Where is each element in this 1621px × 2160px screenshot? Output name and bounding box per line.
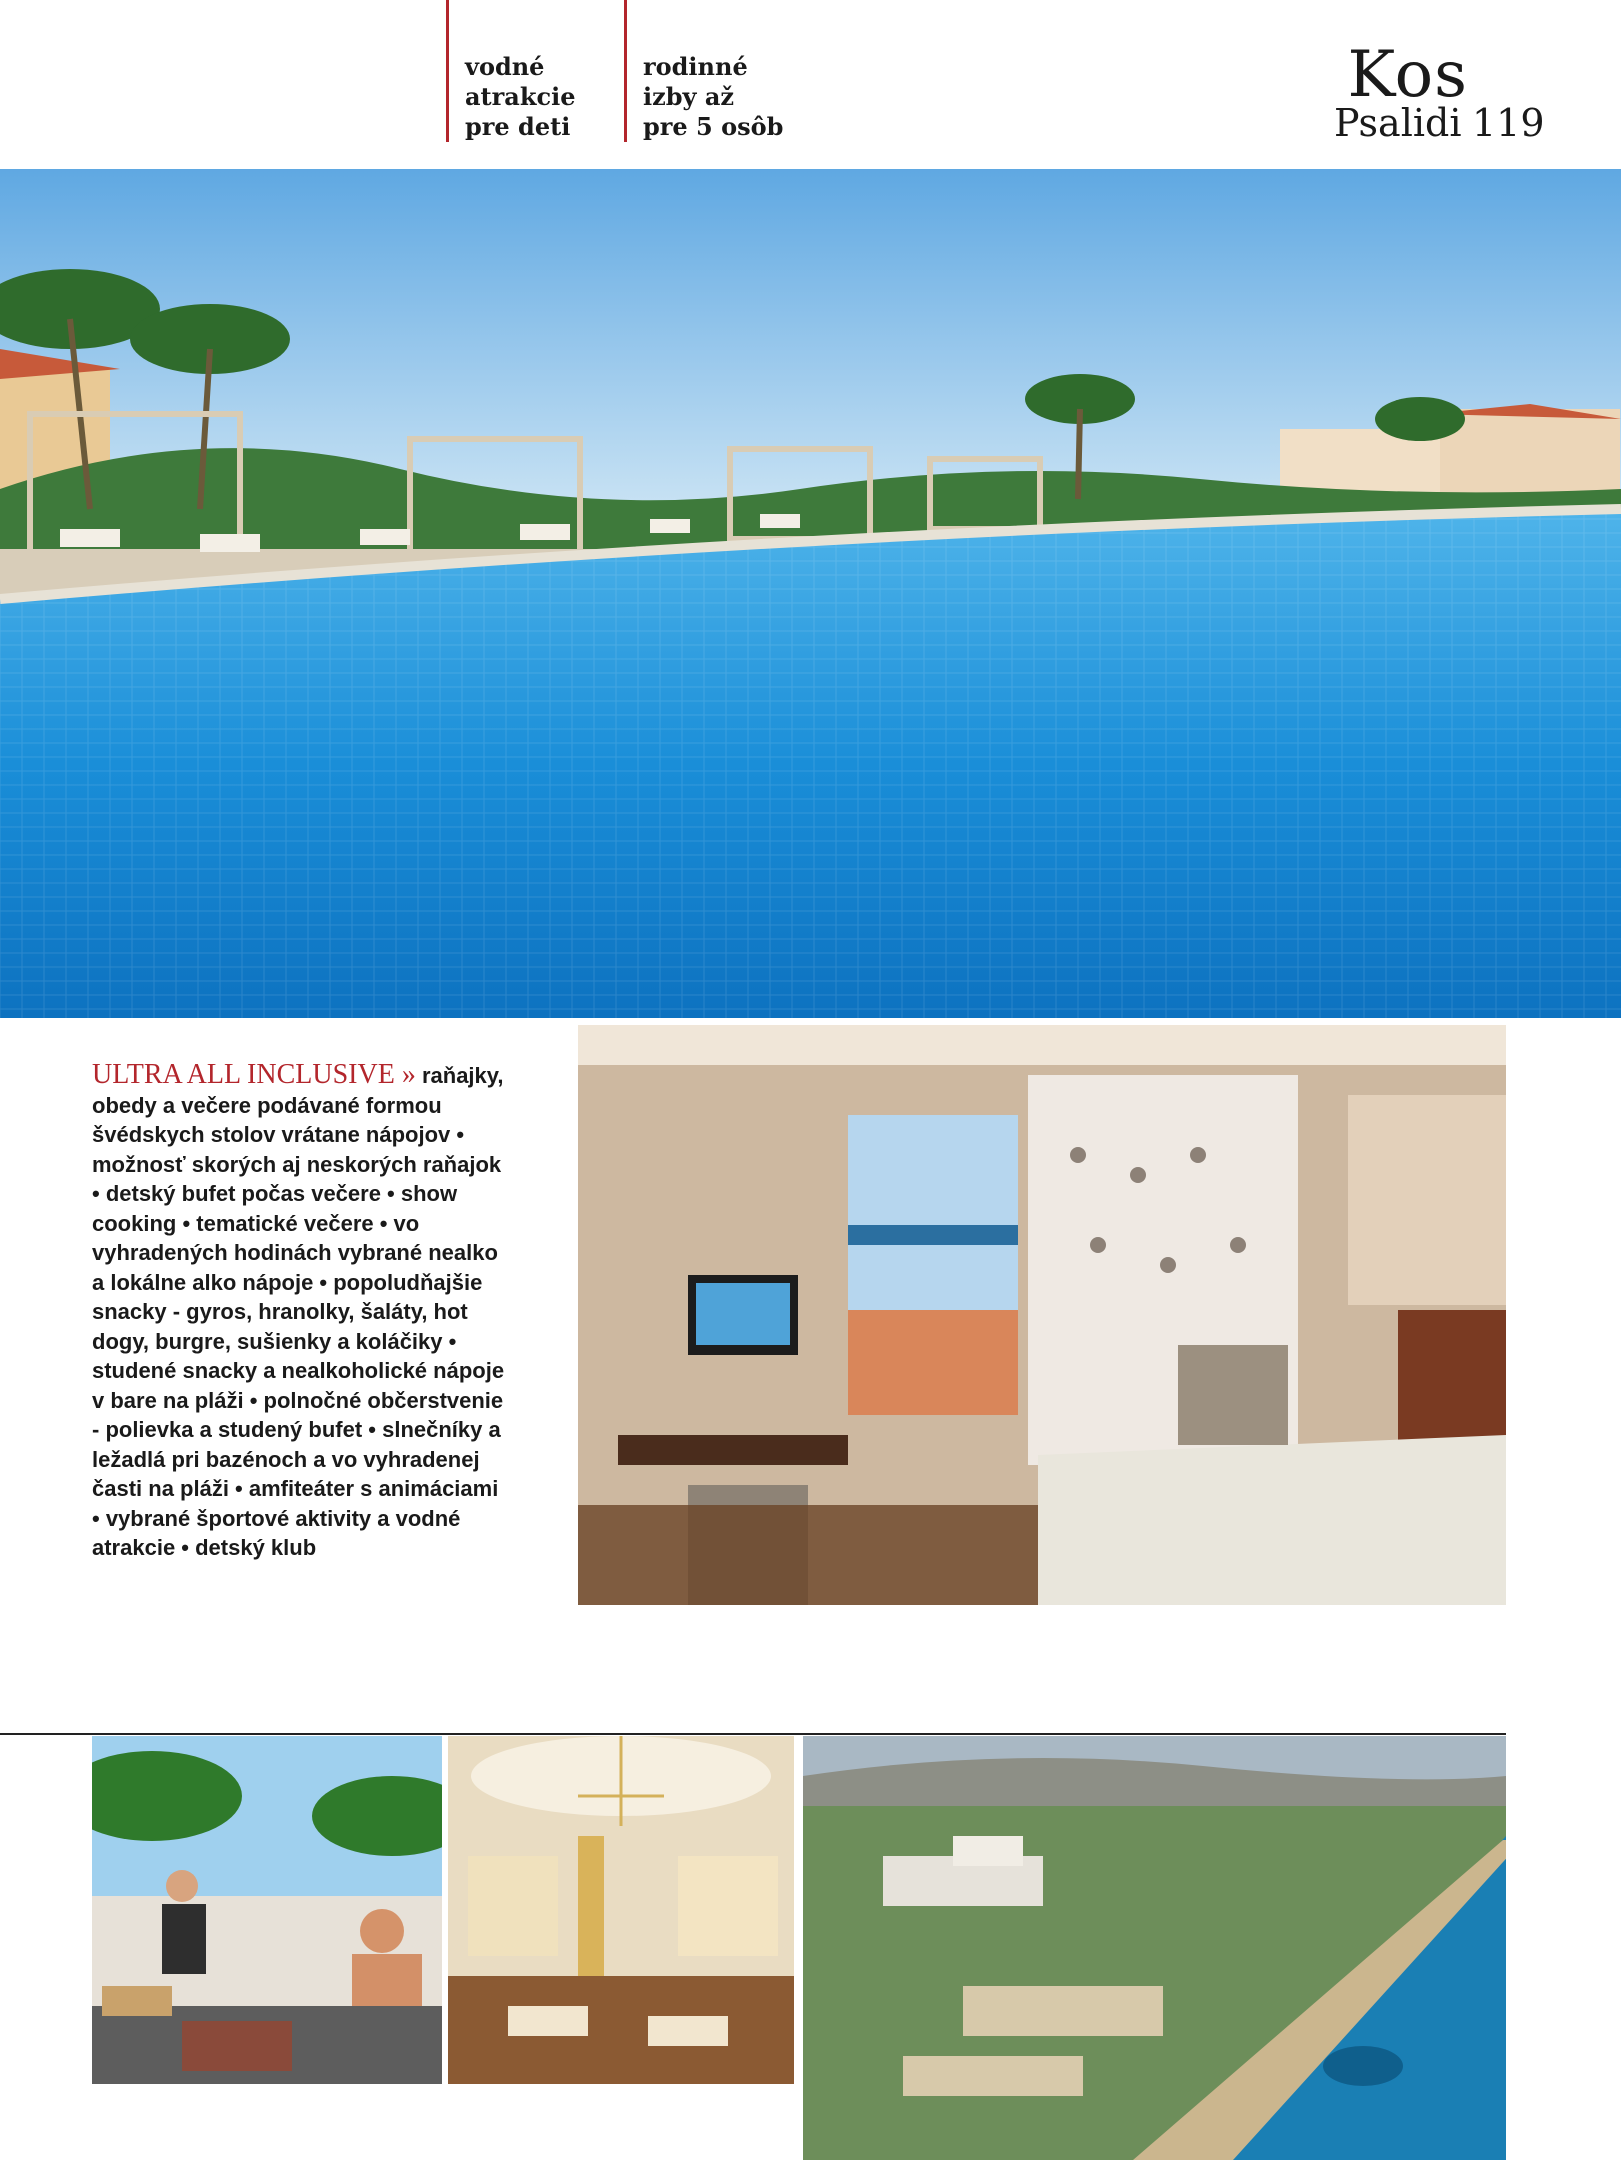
hero-pool-photo — [0, 169, 1621, 1018]
feature-family-rooms — [624, 0, 824, 142]
description-lead: ULTRA ALL INCLUSIVE » — [92, 1059, 416, 1090]
feature-kids-water — [446, 0, 626, 142]
lobby-photo — [448, 1736, 794, 2084]
aerial-coast-photo — [803, 1736, 1506, 2160]
resort-name: Psalidi — [1334, 101, 1462, 145]
buffet-photo — [92, 1736, 442, 2084]
description-text — [92, 1060, 512, 1563]
feature-line: pre deti — [465, 112, 571, 141]
hotel-room-photo — [578, 1025, 1506, 1605]
destination-title: Kos — [1347, 38, 1468, 112]
page-number: 119 — [1472, 101, 1545, 145]
feature-line: atrakcie — [465, 82, 576, 111]
feature-line: izby až — [643, 82, 735, 111]
feature-line: pre 5 osôb — [643, 112, 784, 141]
divider — [0, 1733, 1506, 1735]
description-body: raňajky, obedy a večere podávané formou švédskych stolov vrátane nápojov • možnosť skorých aj neskorých raňajok • detský bufet počas večere • show cooking • tematické večere • vo vyhradených hodinách vybrané nealko a lokálne alko nápoje • popoludňajšie snacky - gyros, hranolky, šaláty, hot dogy, burgre, sušienky a koláčiky • studené snacky a nealkoholické nápoje v bare na pláži • polnočné občerstvenie - polievka a studený bufet • slnečníky a ležadlá pri bazénoch a vo vyhradenej časti na pláži • amfiteáter s animáciami • vybrané športové aktivity a vodné atrakcie • detský klub — [92, 1063, 505, 1560]
feature-line: vodné — [465, 52, 545, 81]
feature-line: rodinné — [643, 52, 748, 81]
